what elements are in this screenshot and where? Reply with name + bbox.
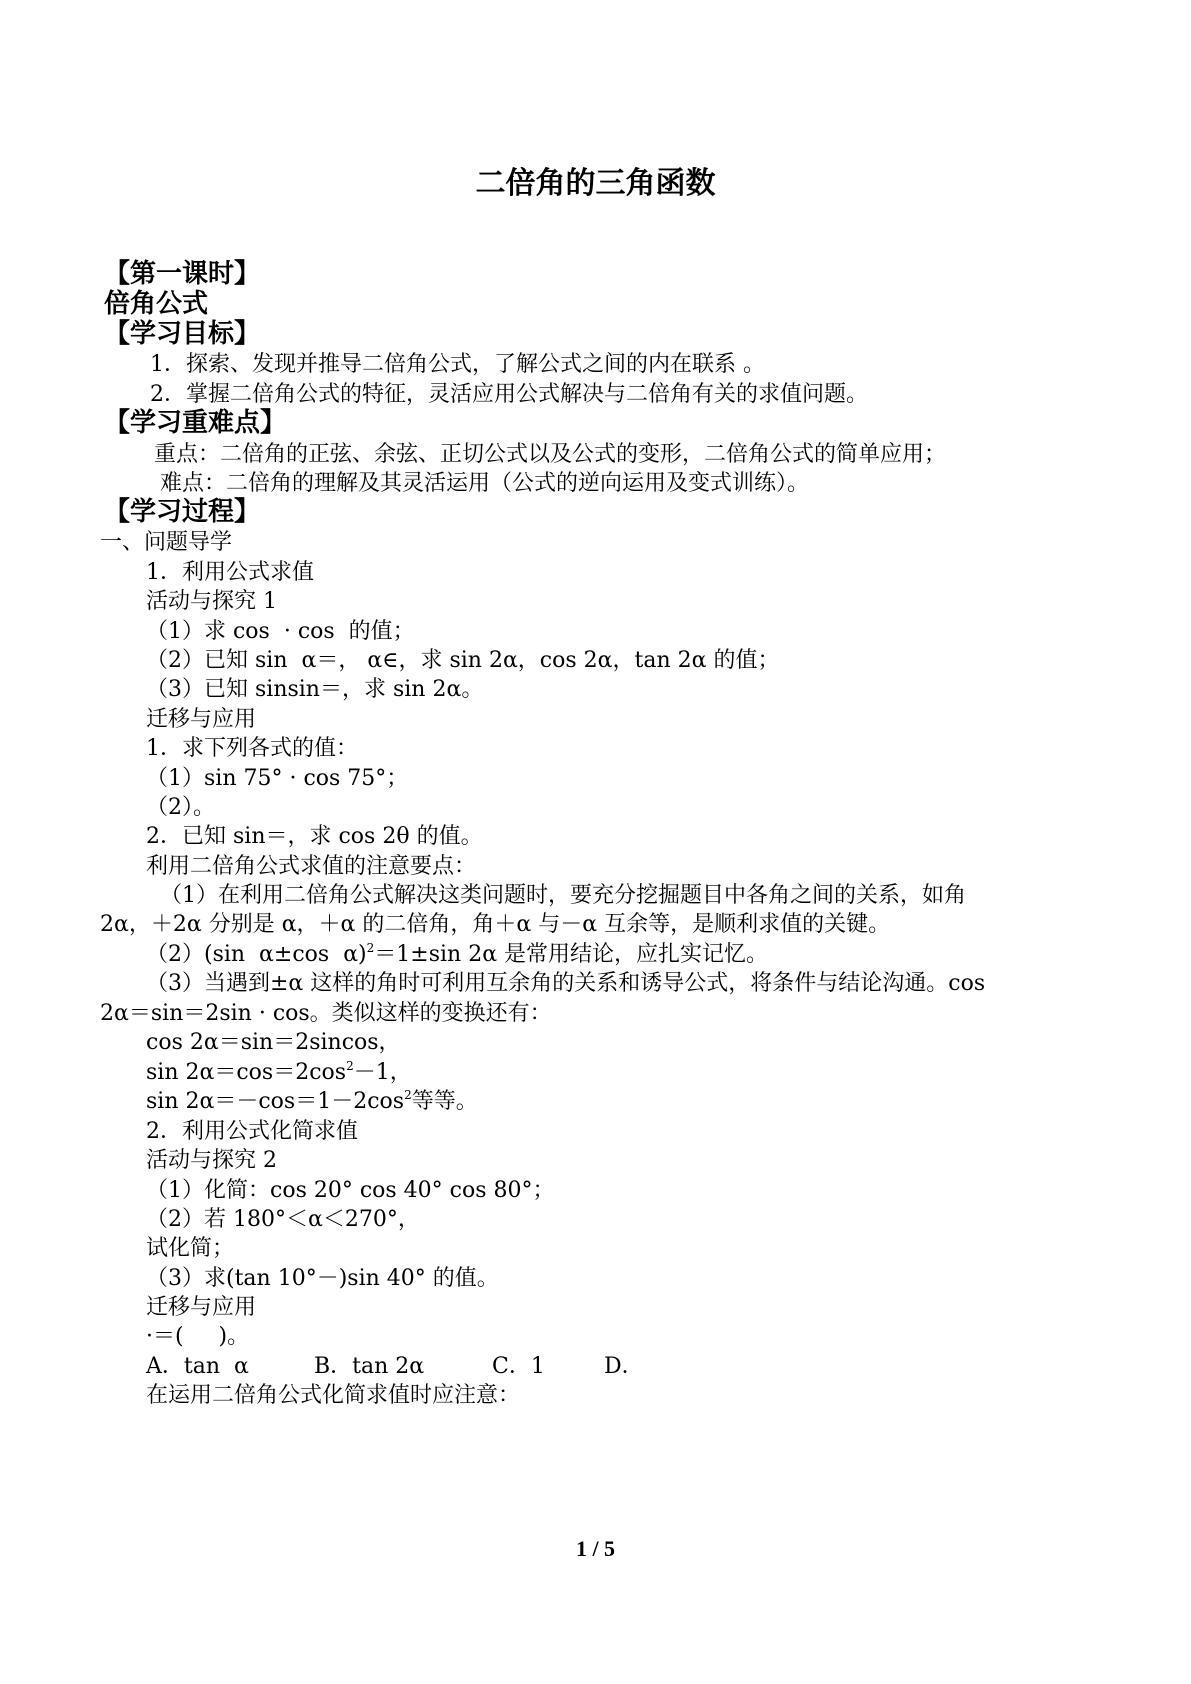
activity-2-q3: （3）求(tan 10°－)sin 40° 的值。 bbox=[146, 1266, 499, 1291]
activity-1-q1: （1）求 cos · cos 的值； bbox=[146, 619, 415, 644]
activity-2-q2b: 试化简； bbox=[146, 1236, 235, 1261]
transfer-2-title: 迁移与应用 bbox=[146, 1295, 257, 1320]
transfer-2-question: ·＝( )。 bbox=[146, 1324, 250, 1349]
transfer-1-q1a: （1）sin 75° · cos 75°； bbox=[146, 766, 409, 791]
equation-3: $\sin 2\alpha=-\cos=1-2\cos^2$等等。 bbox=[146, 1088, 478, 1114]
document-title: 二倍角的三角函数 bbox=[475, 166, 716, 201]
heading-process: 【学习过程】 bbox=[104, 497, 261, 527]
notes-title: 利用二倍角公式求值的注意要点： bbox=[146, 854, 477, 879]
difficult-point: 难点：二倍角的理解及其灵活运用（公式的逆向运用及变式训练）。 bbox=[160, 471, 810, 496]
note-1-line-2: 2α，＋2α 分别是 α，＋α 的二倍角，角＋α 与－α 互余等，是顺利求值的关键。 bbox=[100, 912, 891, 937]
activity-1-q2: （2）已知 sin α＝， α∈，求 sin 2α，cos 2α，tan 2α 的值； bbox=[146, 648, 780, 673]
heading-goals: 【学习目标】 bbox=[104, 319, 261, 349]
transfer-1-q1b: （2）。 bbox=[146, 795, 215, 820]
section-1: 一、问题导学 bbox=[100, 530, 233, 555]
item-1: 1．利用公式求值 bbox=[146, 560, 314, 585]
page-number: 1 / 5 bbox=[575, 1536, 616, 1561]
goal-2: 2．掌握二倍角公式的特征，灵活应用公式解决与二倍角有关的求值问题。 bbox=[150, 382, 868, 407]
option-a: A．tan α bbox=[146, 1354, 249, 1379]
option-c: C．1 bbox=[492, 1354, 545, 1379]
option-b: B．tan 2α bbox=[314, 1354, 425, 1379]
transfer-1-q2: 2．已知 sin＝，求 cos 2θ 的值。 bbox=[146, 824, 483, 849]
option-d: D． bbox=[604, 1354, 644, 1379]
heading-formula: 倍角公式 bbox=[104, 289, 209, 319]
activity-1-title: 活动与探究 1 bbox=[146, 589, 277, 614]
heading-key-points: 【学习重难点】 bbox=[104, 408, 287, 438]
equation-2: $\sin 2\alpha=\cos=2\cos^2-1$， bbox=[146, 1059, 412, 1085]
note-1-line-1: （1）在利用二倍角公式解决这类问题时，要充分挖掘题目中各角之间的关系，如角 bbox=[160, 883, 966, 908]
goal-1: 1．探索、发现并推导二倍角公式，了解公式之间的内在联系 。 bbox=[150, 352, 765, 377]
activity-2-q1: （1）化简：cos 20° cos 40° cos 80°； bbox=[146, 1178, 555, 1203]
activity-2-title: 活动与探究 2 bbox=[146, 1148, 277, 1173]
transfer-1-q1: 1．求下列各式的值： bbox=[146, 736, 358, 761]
key-point: 重点：二倍角的正弦、余弦、正切公式以及公式的变形，二倍角公式的简单应用； bbox=[154, 442, 947, 467]
activity-2-q2: （2）若 180°＜α＜270°， bbox=[146, 1207, 420, 1232]
equation-1: cos 2α＝sin＝2sincos， bbox=[146, 1030, 401, 1055]
note-2: （2）(sin α±cos α)$^2$＝1±sin 2α 是常用结论，应扎实记忆。 bbox=[146, 941, 769, 967]
note-3-line-1: （3）当遇到±α 这样的角时可利用互余角的关系和诱导公式，将条件与结论沟通。cos bbox=[146, 971, 986, 996]
note-3-line-2: 2α＝sin＝2sin · cos。类似这样的变换还有： bbox=[100, 1001, 552, 1026]
heading-first-lesson: 【第一课时】 bbox=[104, 259, 261, 289]
item-2: 2．利用公式化简求值 bbox=[146, 1119, 358, 1144]
transfer-1-title: 迁移与应用 bbox=[146, 707, 257, 732]
notes-2-title: 在运用二倍角公式化简求值时应注意： bbox=[146, 1383, 521, 1408]
activity-1-q3: （3）已知 sinsin＝，求 sin 2α。 bbox=[146, 677, 484, 702]
